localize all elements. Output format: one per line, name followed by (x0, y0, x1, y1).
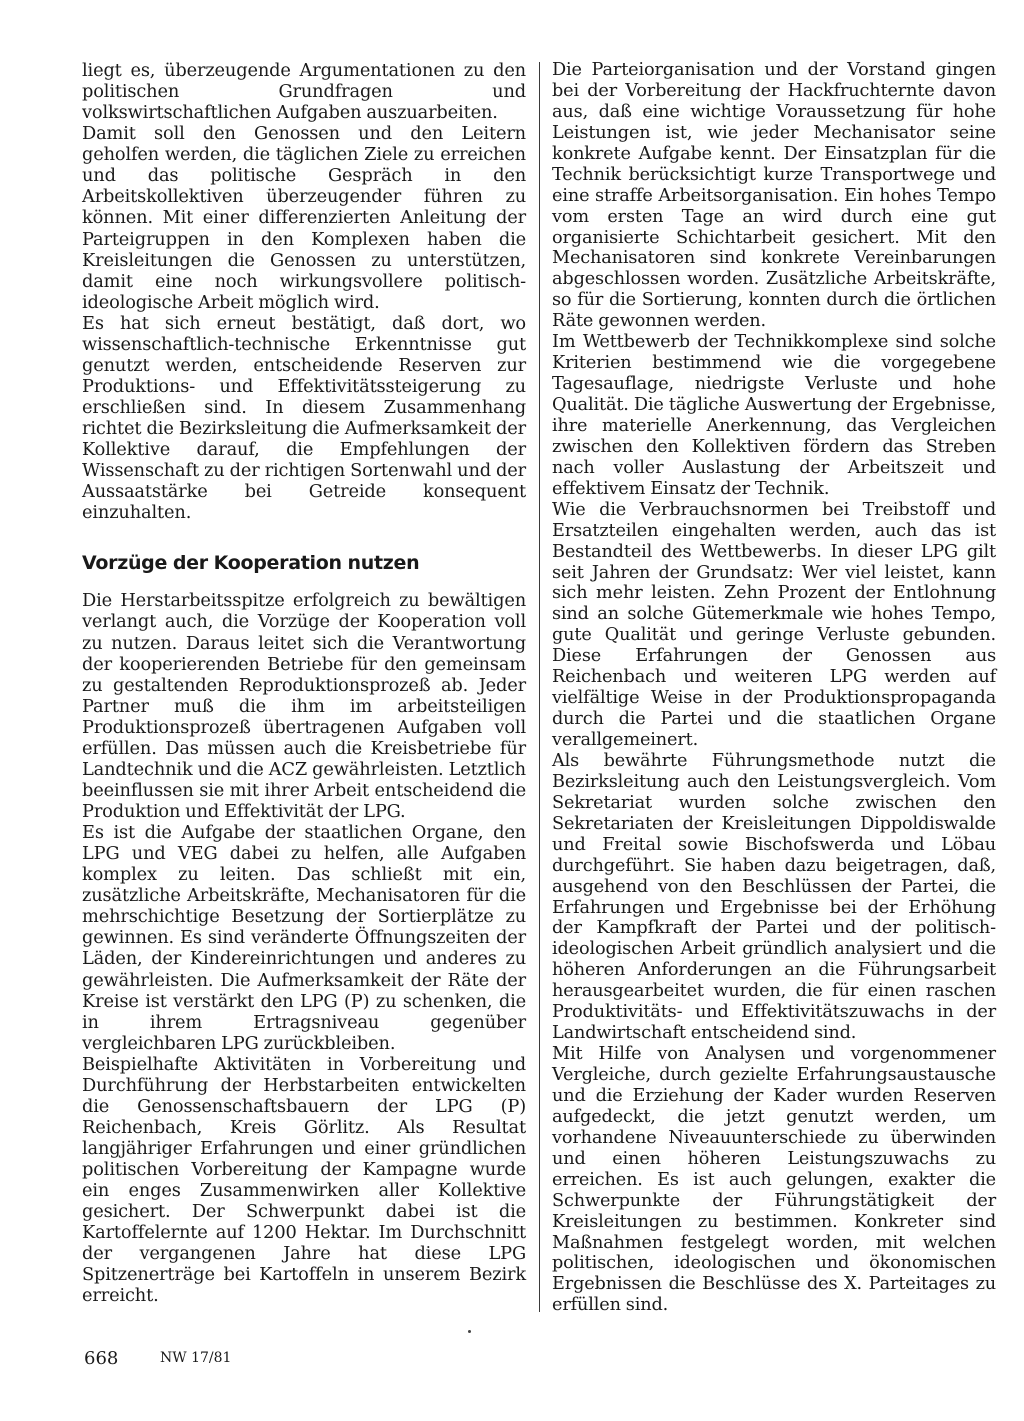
scan-speck (468, 1330, 471, 1333)
paragraph: Es hat sich erneut bestätigt, daß dort, wo wissenschaftlich-technische Erkenntnisse gut genutzt werden, entscheidende Reserven zur Produktions- und Effektivitätssteigerung zu erschließen sind. In diesem Zusammenhang richtet die Bezirksleitung die Aufmerksamkeit der Kollektive darauf, die Empfehlungen der Wissenschaft zu der richtigen Sortenwahl und der Aussaatstärke bei Getreide konsequent einzuhalten. (82, 312, 526, 524)
left-column (82, 60, 526, 1307)
issue-label: NW 17/81 (160, 1350, 232, 1366)
paragraph: Damit soll den Genossen und den Leitern geholfen werden, die täglichen Ziele zu erreichen und das politische Gespräch in den Arbeitskollektiven überzeugender führen zu können. Mit einer differenzierten Anleitung der Parteigruppen in den Komplexen haben die Kreisleitungen die Genossen zu unterstützen, damit eine noch wirkungsvollere politisch-ideologische Arbeit möglich wird. (82, 123, 526, 313)
paragraph: Wie die Verbrauchsnormen bei Treibstoff und Ersatzteilen eingehalten werden, auch das ist Bestandteil des Wettbewerbs. In dieser LPG gilt seit Jahren der Grundsatz: Wer viel leistet, kann sich mehr leisten. Zehn Prozent der Entlohnung sind an solche Gütemerkmale wie hohes Tempo, gute Qualität und geringe Verluste gebunden. Diese Erfahrungen der Genossen aus Reichenbach und weiteren LPG werden auf vielfältige Weise in der Produktionspropaganda durch die Partei und die staatlichen Organe verallgemeinert. (552, 499, 996, 750)
paragraph: liegt es, überzeugende Argumentationen zu den politischen Grundfragen und volkswirtschaftlichen Aufgaben auszuarbeiten. (82, 60, 526, 124)
paragraph: Im Wettbewerb der Technikkomplexe sind solche Kriterien bestimmend wie die vorgegebene Tagesauflage, niedrigste Verluste und hohe Qualität. Die tägliche Auswertung der Ergebnisse, ihre materielle Anerkennung, das Vergleichen zwischen den Kollektiven fördern das Streben nach voller Auslastung der Arbeitszeit und effektivem Einsatz der Technik. (552, 332, 996, 499)
paragraph: Es ist die Aufgabe der staatlichen Organe, den LPG und VEG dabei zu helfen, alle Aufgaben komplex zu leiten. Das schließt mit ein, zusätzliche Arbeitskräfte, Mechanisatoren für die mehrschichtige Besetzung der Sortierplätze zu gewinnen. Es sind veränderte Öffnungszeiten der Läden, der Kindereinrichtungen und anderes zu gewährleisten. Die Aufmerksamkeit der Räte der Kreise ist verstärkt den LPG (P) zu schenken, die in ihrem Ertragsniveau gegenüber vergleichbaren LPG zurückbleiben. (82, 822, 526, 1054)
paragraph: Als bewährte Führungsmethode nutzt die Bezirksleitung auch den Leistungsvergleich. Vom Sekretariat wurden solche zwischen den Sekretariaten der Kreisleitungen Dippoldiswalde und Freital sowie Bischofswerda und Löbau durchgeführt. Sie haben dazu beigetragen, daß, ausgehend von den Beschlüssen der Partei, die Erfahrungen und Ergebnisse bei der Erhöhung der Kampfkraft der Partei und der politisch-ideologischen Arbeit gründlich analysiert und die höheren Anforderungen an die Führungsarbeit herausgearbeitet wurden, die für einen raschen Produktivitäts- und Effektivitätszuwachs in der Landwirtschaft entscheidend sind. (552, 750, 996, 1044)
paragraph: Mit Hilfe von Analysen und vorgenommener Vergleiche, durch gezielte Erfahrungsaustausche und die Erziehung der Kader wurden Reserven aufgedeckt, die jetzt genutzt werden, um vorhandene Niveauunterschiede zu überwinden und einen höheren Leistungszuwachs zu erreichen. Es ist auch gelungen, exakter die Schwerpunkte der Führungstätigkeit der Kreisleitungen zu bestimmen. Konkreter sind Maßnahmen festgelegt worden, mit welchen politischen, ideologischen und ökonomischen Ergebnissen die Beschlüsse des X. Parteitages zu erfüllen sind. (552, 1044, 996, 1316)
column-divider (539, 62, 540, 1312)
paragraph: Beispielhafte Aktivitäten in Vorbereitung und Durchführung der Herbstarbeiten entwickelten die Genossenschaftsbauern der LPG (P) Reichenbach, Kreis Görlitz. Als Resultat langjähriger Erfahrungen und einer gründlichen politischen Vorbereitung der Kampagne wurde ein enges Zusammenwirken aller Kollektive gesichert. Der Schwerpunkt dabei ist die Kartoffelernte auf 1200 Hektar. Im Durchschnitt der vergangenen Jahre hat diese LPG Spitzenerträge bei Kartoffeln in unserem Bezirk erreicht. (82, 1053, 526, 1307)
paragraph: Die Parteiorganisation und der Vorstand gingen bei der Vorbereitung der Hackfruchternte davon aus, daß eine wichtige Voraussetzung für hohe Leistungen ist, wie jeder Mechanisator seine konkrete Aufgabe kennt. Der Einsatzplan für die Technik berücksichtigt kurze Transportwege und eine straffe Arbeitsorganisation. Ein hohes Tempo vom ersten Tage an wird durch eine gut organisierte Schichtarbeit gesichert. Mit den Mechanisatoren sind konkrete Vereinbarungen abgeschlossen worden. Zusätzliche Arbeitskräfte, so für die Sortierung, konnten durch die örtlichen Räte gewonnen werden. (552, 60, 996, 332)
right-column (552, 60, 996, 1316)
page-number: 668 (84, 1348, 119, 1369)
paragraph: Die Herstarbeitsspitze erfolgreich zu bewältigen verlangt auch, die Vorzüge der Kooperation voll zu nutzen. Daraus leitet sich die Verantwortung der kooperierenden Betriebe für den gemeinsam zu gestaltenden Reproduktionsprozeß ab. Jeder Partner muß die ihm im arbeitsteiligen Produktionsprozeß übertragenen Aufgaben voll erfüllen. Das müssen auch die Kreisbetriebe für Landtechnik und die ACZ gewährleisten. Letztlich beeinflussen sie mit ihrer Arbeit entscheidend die Produktion und Effektivität der LPG. (82, 590, 526, 822)
section-heading: Vorzüge der Kooperation nutzen (82, 552, 420, 575)
